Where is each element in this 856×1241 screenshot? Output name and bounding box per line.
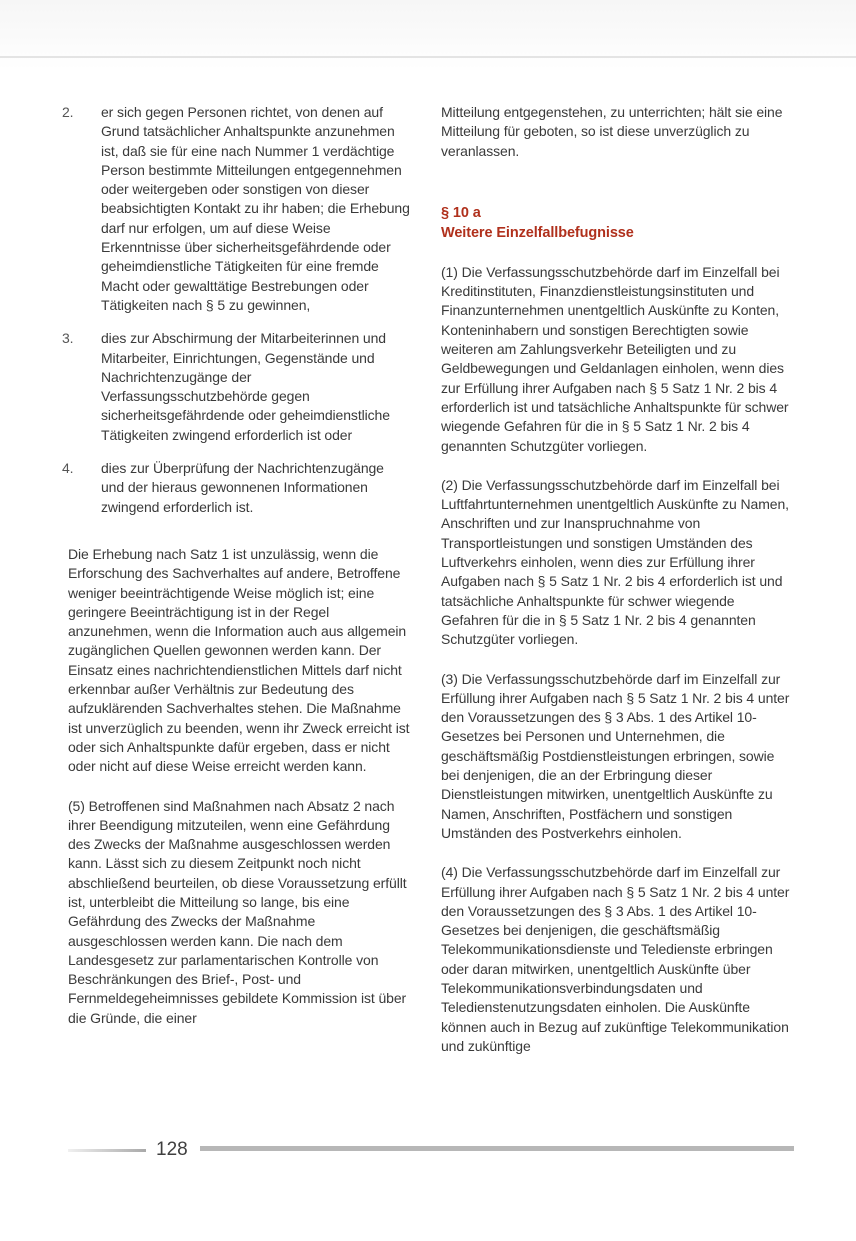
list-item-number: 4. — [62, 460, 74, 477]
section-title: Weitere Einzelfallbefugnisse — [441, 224, 634, 241]
footer-rule-right — [200, 1146, 794, 1151]
footer-rule-left — [68, 1149, 146, 1152]
scan-edge-line — [0, 56, 856, 58]
list-item-number: 3. — [62, 330, 74, 347]
paragraph-absatz-3: (3) Die Verfassungsschutzbehörde darf im Einzelfall zur Erfüllung ihrer Aufgaben nach § 5 Satz 1 Nr. 2 bis 4 unter den Voraussetzungen des § 3 Abs. 1 des Artikel 10-Gesetzes bei Personen und Unternehmen, die geschäftsmäßig Postdienstleistungen erbringen, sowie bei denjenigen, die an der Erbringung dieser Dienstleistungen mitwirken, unentgeltlich Auskünfte zu Namen, Anschriften, Postfächern und sonstigen Umständen des Postverkehrs einholen. — [441, 670, 790, 841]
paragraph-absatz-1: (1) Die Verfassungsschutzbehörde darf im Einzelfall bei Kreditinstituten, Finanzdienstleistungsinstituten und Finanzunternehmen unentgeltlich Auskünfte zu Konten, Konteninhabern und sonstigen Berechtigten sowie weiteren am Zahlungsverkehr Beteiligten und zu Geldbewegungen und Geldanlagen einholen, wenn dies zur Erfüllung ihrer Aufgaben nach § 5 Satz 1 Nr. 2 bis 4 erforderlich ist und tatsächliche Anhaltspunkte für schwer wiegende Gefahren für die in § 5 Satz 1 Nr. 2 bis 4 genannten Schutzgüter vorliegen. — [441, 263, 789, 454]
page-footer — [68, 1138, 794, 1162]
list-item-text: dies zur Abschirmung der Mitarbeiterinnen und Mitarbeiter, Einrichtungen, Gegenstände und Nachrichtenzugänge der Verfassungsschutzbehörde gegen sicherheitsgefährdende oder geheimdienstliche Tätigkeiten zwingend erforderlich ist oder — [101, 330, 390, 443]
list-item — [62, 459, 410, 517]
paragraph-absatz-2: (2) Die Verfassungsschutzbehörde darf im Einzelfall bei Luftfahrtunternehmen unentgeltlich Auskünfte zu Namen, Anschriften und zur Inanspruchnahme von Transportleistungen und sonstigen Umständen des Luftverkehrs einholen, wenn dies zur Erfüllung ihrer Aufgaben nach § 5 Satz 1 Nr. 2 bis 4 erforderlich ist und tatsächliche Anhaltspunkte für schwer wiegende Gefahren für die in § 5 Satz 1 Nr. 2 bis 4 genannten Schutzgüter vorliegen. — [441, 476, 789, 648]
paragraph-absatz-5: (5) Betroffenen sind Maßnahmen nach Absatz 2 nach ihrer Beendigung mitzuteilen, wenn eine Gefährdung des Zwecks der Maßnahme ausgeschlossen werden kann. Lässt sich zu diesem Zeitpunkt noch nicht abschließend beurteilen, ob diese Voraussetzung erfüllt ist, unterbleibt die Mitteilung so lange, bis eine Gefährdung des Zwecks der Maßnahme ausgeschlossen werden kann. Die nach dem Landesgesetz zur parlamentarischen Kontrolle von Beschränkungen des Brief-, Post- und Fernmeldegeheimnisses gebildete Kommission ist über die Gründe, die einer — [68, 797, 407, 1026]
paragraph-erhebung: Die Erhebung nach Satz 1 ist unzulässig, wenn die Erforschung des Sachverhaltes auf andere, Betroffene weniger beeinträchtigende Weise möglich ist; eine geringere Beeinträchtigung ist in der Regel anzunehmen, wenn die Information auch aus allgemein zugänglichen Quellen gewonnen werden kann. Der Einsatz eines nachrichtendienstlichen Mittels darf nicht erkennbar außer Verhältnis zur Bedeutung des aufzuklärenden Sachverhaltes stehen. Die Maßnahme ist unverzüglich zu beenden, wenn ihr Zweck erreicht ist oder sich Anhaltspunkte dafür ergeben, dass er nicht oder nicht auf diese Weise erreicht werden kann. — [68, 545, 410, 775]
list-item-number: 2. — [62, 104, 74, 120]
list-item-text: er sich gegen Personen richtet, von denen auf Grund tatsächlicher Anhaltspunkte anzunehmen ist, daß sie für eine nach Nummer 1 verdächtige Person bestimmte Mitteilungen entgegennehmen oder weitergeben oder sonstigen von dieser beabsichtigten Kontakt zu ihr haben; die Erhebung darf nur erfolgen, um auf diese Weise Erkenntnisse über sicherheitsgefährdende oder geheimdienstliche Tätigkeiten für eine fremde Macht oder gewalttätige Bestrebungen oder Tätigkeiten nach § 5 zu gewinnen, — [101, 104, 410, 313]
section-heading — [441, 203, 791, 243]
list-item-text: dies zur Überprüfung der Nachrichtenzugänge und der hieraus gewonnenen Informationen zwingend erforderlich ist. — [101, 460, 384, 515]
paragraph-continuation: Mitteilung entgegenstehen, zu unterrichten; hält sie eine Mitteilung für geboten, so ist diese unverzüglich zu veranlassen. — [441, 104, 783, 159]
right-column — [441, 103, 791, 1076]
numbered-list — [62, 103, 410, 517]
list-item — [62, 329, 410, 445]
list-item — [62, 103, 410, 315]
left-column — [62, 103, 410, 1048]
scan-shadow — [0, 0, 856, 70]
section-number: § 10 a — [441, 204, 481, 221]
page-number: 128 — [156, 1139, 188, 1160]
paragraph-absatz-4: (4) Die Verfassungsschutzbehörde darf im Einzelfall zur Erfüllung ihrer Aufgaben nach § 5 Satz 1 Nr. 2 bis 4 unter den Voraussetzungen des § 3 Abs. 1 des Artikel 10-Gesetzes bei denjenigen, die geschäftsmäßig Telekommunikationsdienste und Teledienste erbringen oder daran mitwirken, unentgeltlich Auskünfte über Telekommunikationsverbindungsdaten und Teledienstenutzungsdaten einholen. Die Auskünfte können auch in Bezug auf zukünftige Telekommunikation und zukünftige — [441, 864, 790, 1054]
